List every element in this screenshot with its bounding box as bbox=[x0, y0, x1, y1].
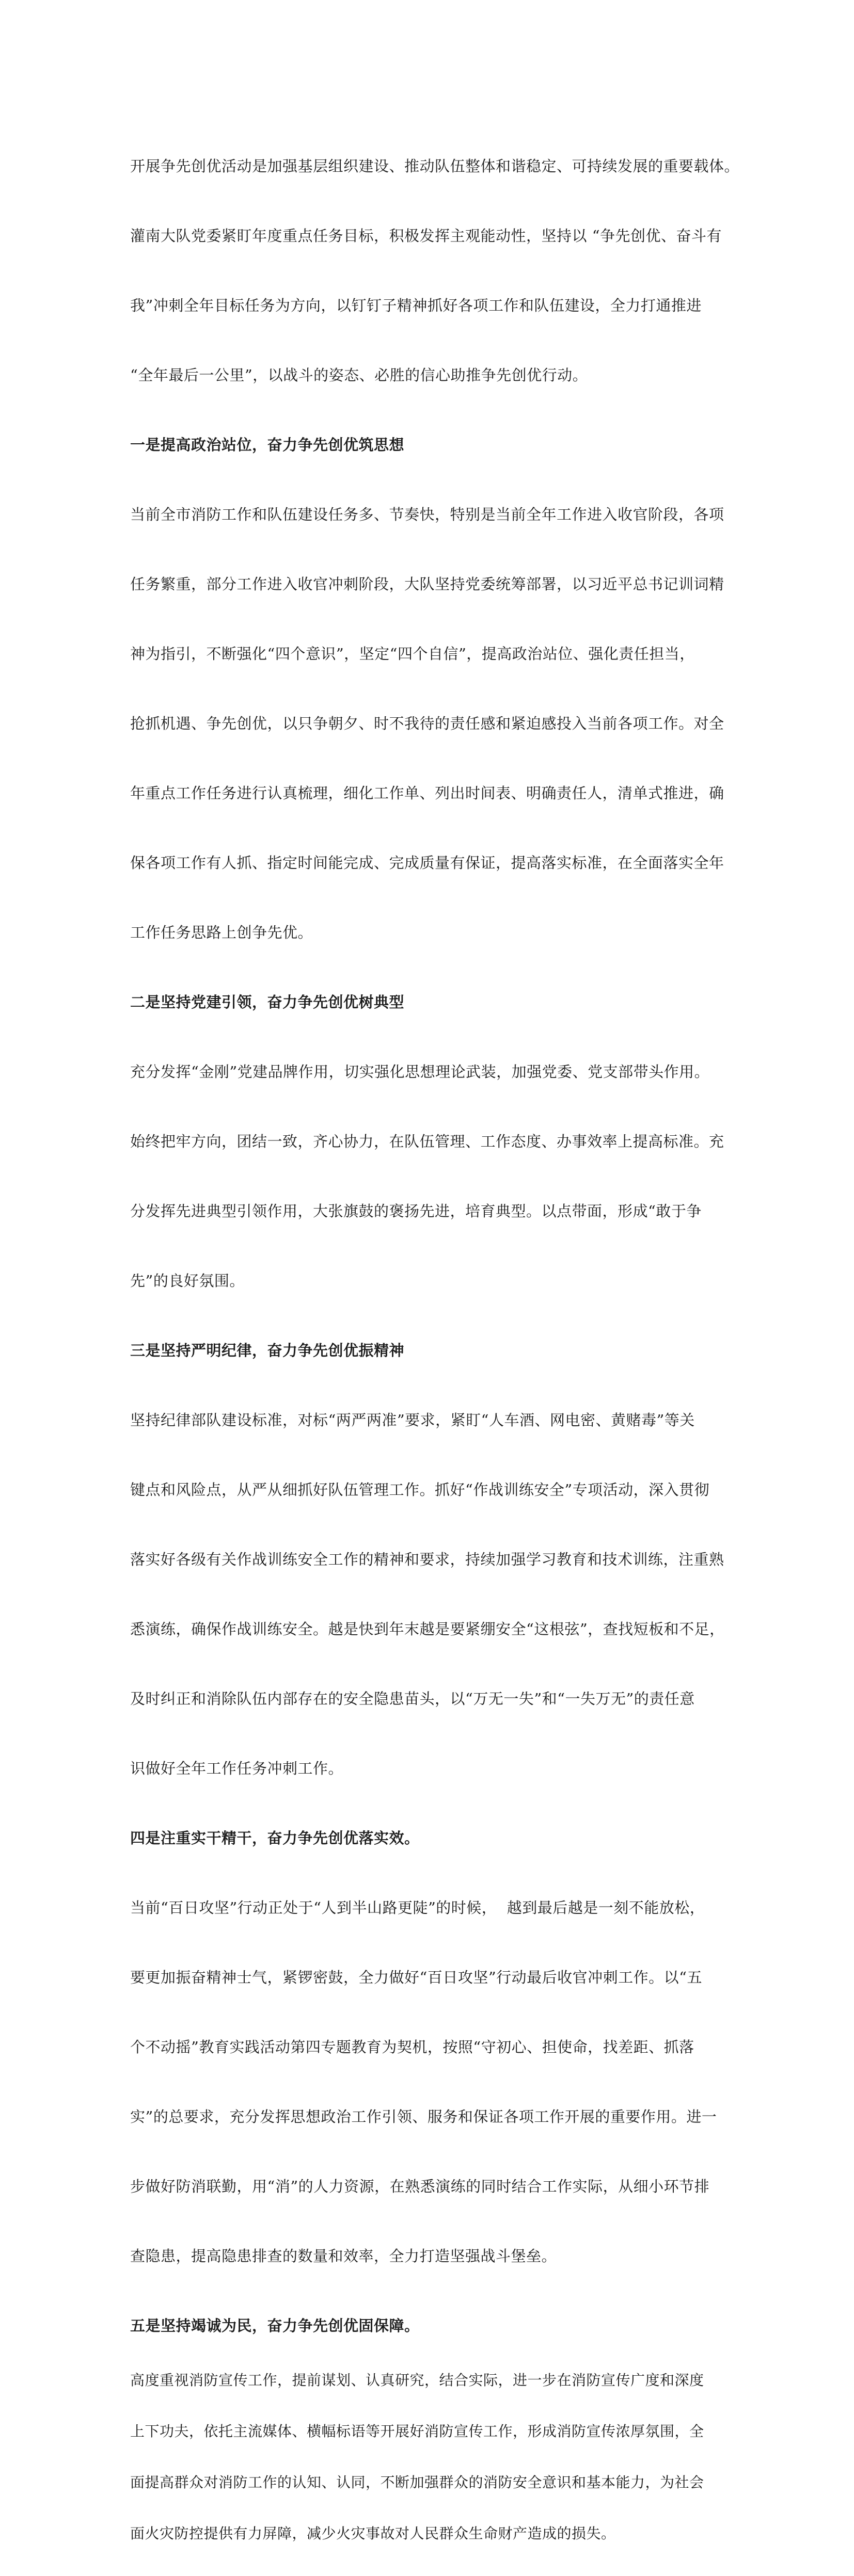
text-line: 当前全市消防工作和队伍建设任务多、节奏快，特别是当前全年工作进入收官阶段，各项 bbox=[130, 506, 724, 523]
section-paragraph bbox=[130, 1850, 739, 2314]
text-line: 当前“百日攻坚”行动正处于“人到半山路更陡”的时候， 越到最后越是一刻不能放松， bbox=[130, 1899, 705, 1917]
text-line: 任务繁重，部分工作进入收官冲刺阶段，大队坚持党委统筹部署，以习近平总书记训词精 bbox=[130, 575, 724, 593]
text-line: 实”的总要求，充分发挥思想政治工作引领、服务和保证各项工作开展的重要作用。进一 bbox=[130, 2108, 717, 2126]
text-line: 要更加振奋精神士气，紧锣密鼓，全力做好“百日攻坚”行动最后收官冲刺工作。以“五 bbox=[130, 1969, 702, 1986]
document-body bbox=[130, 108, 739, 2576]
intro-paragraph bbox=[130, 108, 739, 433]
text-line: 坚持纪律部队建设标准，对标“两严两准”要求，紧盯“人车酒、网电密、黄赌毒”等关 bbox=[130, 1411, 695, 1429]
text-line: “全年最后一公里”，以战斗的姿态、必胜的信心助推争先创优行动。 bbox=[130, 366, 588, 384]
text-line: 年重点工作任务进行认真梳理，细化工作单、列出时间表、明确责任人，清单式推进，确 bbox=[130, 784, 724, 802]
text-line: 高度重视消防宣传工作，提前谋划、认真研究，结合实际，进一步在消防宣传广度和深度 bbox=[130, 2372, 704, 2389]
text-line: 键点和风险点，从严从细抓好队伍管理工作。抓好“作战训练安全”专项活动，深入贯彻 bbox=[130, 1481, 710, 1499]
section-paragraph bbox=[130, 457, 739, 991]
text-line: 面提高群众对消防工作的认知、认同，不断加强群众的消防安全意识和基本能力，为社会 bbox=[130, 2474, 704, 2491]
section-paragraph bbox=[130, 2338, 739, 2576]
text-line: 分发挥先进典型引领作用，大张旗鼓的褒扬先进，培育典型。以点带面，形成“敢于争 bbox=[130, 1202, 702, 1220]
text-line: 及时纠正和消除队伍内部存在的安全隐患苗头，以“万无一失”和“一失万无”的责任意 bbox=[130, 1690, 695, 1708]
section-heading: 四是注重实干精干，奋力争先创优落实效。 bbox=[130, 1829, 420, 1847]
text-line: 个不动摇”教育实践活动第四专题教育为契机，按照“守初心、担使命，找差距、抓落 bbox=[130, 2038, 694, 2056]
section-heading: 二是坚持党建引领，奋力争先创优树典型 bbox=[130, 993, 405, 1011]
text-line: 识做好全年工作任务冲刺工作。 bbox=[130, 1760, 344, 1777]
text-line: 面火灾防控提供有力屏障，减少火灾事故对人民群众生命财产造成的损失。 bbox=[130, 2525, 616, 2542]
text-line: 保各项工作有人抓、指定时间能完成、完成质量有保证，提高落实标准，在全面落实全年 bbox=[130, 854, 724, 872]
text-line: 步做好防消联勤，用“消”的人力资源，在熟悉演练的同时结合工作实际，从细小环节排 bbox=[130, 2178, 710, 2195]
text-line: 始终把牢方向，团结一致，齐心协力，在队伍管理、工作态度、办事效率上提高标准。充 bbox=[130, 1133, 724, 1150]
section-paragraph bbox=[130, 1014, 739, 1339]
text-line: 工作任务思路上创争先优。 bbox=[130, 924, 313, 941]
text-line: 我”冲刺全年目标任务为方向，以钉钉子精神抓好各项工作和队伍建设，全力打通推进 bbox=[130, 297, 702, 314]
text-line: 落实好各级有关作战训练安全工作的精神和要求，持续加强学习教育和技术训练，注重熟 bbox=[130, 1551, 724, 1568]
text-line: 开展争先创优活动是加强基层组织建设、推动队伍整体和谐稳定、可持续发展的重要载体。 bbox=[130, 157, 740, 175]
text-line: 悉演练，确保作战训练安全。越是快到年末越是要紧绷安全“这根弦”，查找短板和不足， bbox=[130, 1620, 725, 1638]
text-line: 充分发挥“金刚”党建品牌作用，切实强化思想理论武装，加强党委、党支部带头作用。 bbox=[130, 1063, 710, 1081]
section-heading: 一是提高政治站位，奋力争先创优筑思想 bbox=[130, 436, 405, 454]
section-paragraph bbox=[130, 1362, 739, 1827]
section-heading: 三是坚持严明纪律，奋力争先创优振精神 bbox=[130, 1342, 405, 1359]
text-line: 上下功夫，依托主流媒体、横幅标语等开展好消防宣传工作，形成消防宣传浓厚氛围，全 bbox=[130, 2423, 704, 2440]
text-line: 查隐患，提高隐患排查的数量和效率，全力打造坚强战斗堡垒。 bbox=[130, 2247, 557, 2265]
text-line: 神为指引，不断强化“四个意识”，坚定“四个自信”，提高政治站位、强化责任担当， bbox=[130, 645, 695, 663]
text-line: 先”的良好氛围。 bbox=[130, 1272, 245, 1290]
text-line: 灌南大队党委紧盯年度重点任务目标，积极发挥主观能动性，坚持以 “争先创优、奋斗有 bbox=[130, 227, 722, 245]
text-line: 抢抓机遇、争先创优，以只争朝夕、时不我待的责任感和紧迫感投入当前各项工作。对全 bbox=[130, 715, 724, 732]
section-heading: 五是坚持竭诚为民，奋力争先创优固保障。 bbox=[130, 2317, 420, 2335]
